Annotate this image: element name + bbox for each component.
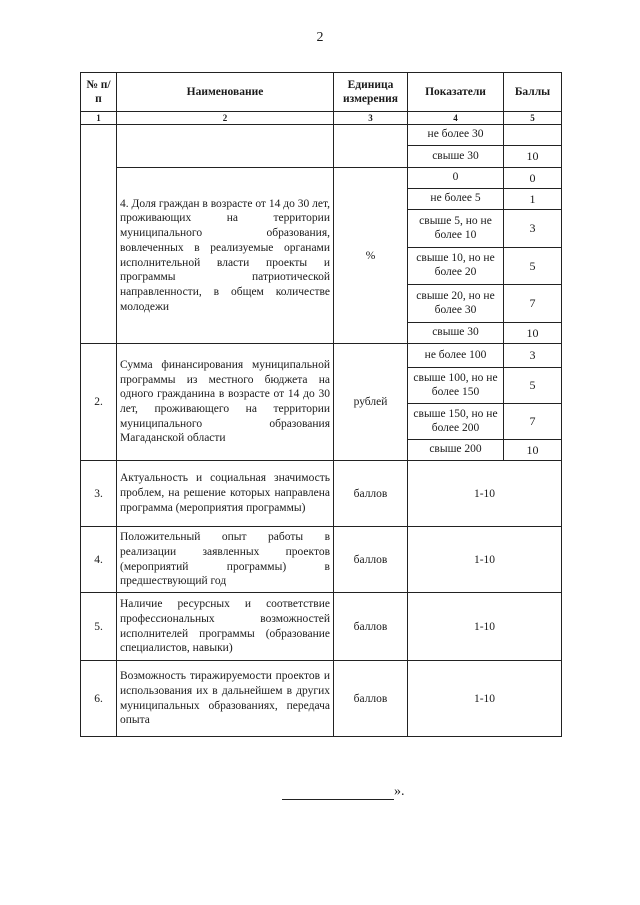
row-unit-cell <box>334 125 408 168</box>
column-number: 5 <box>504 112 562 125</box>
row-5-name: Наличие ресурсных и соответствие профессиональных возможностей исполнителей программы (образование специалистов, навыки) <box>117 593 334 661</box>
table-row <box>81 344 562 368</box>
table-row <box>81 661 562 737</box>
points-cell: 3 <box>504 210 562 248</box>
points-cell <box>504 125 562 146</box>
row-name-cell <box>117 125 334 168</box>
header-points: Баллы <box>504 73 562 112</box>
criteria-table <box>80 72 562 737</box>
table-header-row <box>81 73 562 112</box>
points-cell: 3 <box>504 344 562 368</box>
row-4-range: 1-10 <box>408 527 562 593</box>
row-num-cell <box>81 125 117 344</box>
row-3-name: Актуальность и социальная значимость проблем, на решение которых направлена программа (мероприятия программы) <box>117 461 334 527</box>
indicator-cell: не более 5 <box>408 189 504 210</box>
row-2-name: Сумма финансирования муниципальной программы из местного бюджета на одного гражданина в возрасте от 14 до 30 лет, проживающего на территории муниципального образования Магаданской области <box>117 344 334 461</box>
column-number: 3 <box>334 112 408 125</box>
indicator-cell: 0 <box>408 168 504 189</box>
row-4-unit: баллов <box>334 527 408 593</box>
blank-underline <box>282 785 394 800</box>
row-3-unit: баллов <box>334 461 408 527</box>
header-num: № п/п <box>81 73 117 112</box>
page-number: 2 <box>316 30 324 45</box>
points-cell: 10 <box>504 440 562 461</box>
row-5-range: 1-10 <box>408 593 562 661</box>
points-cell: 1 <box>504 189 562 210</box>
table-row <box>81 593 562 661</box>
row-6-num: 6. <box>81 661 117 737</box>
column-number: 4 <box>408 112 504 125</box>
row-2-unit: рублей <box>334 344 408 461</box>
table-row <box>81 461 562 527</box>
header-unit: Единица измерения <box>334 73 408 112</box>
points-cell: 10 <box>504 146 562 168</box>
row-4-num: 4. <box>81 527 117 593</box>
closing-line <box>282 784 405 800</box>
closing-mark: ». <box>394 784 405 799</box>
points-cell: 7 <box>504 404 562 440</box>
row-5-unit: баллов <box>334 593 408 661</box>
indicator-cell: свыше 5, но не более 10 <box>408 210 504 248</box>
indicator-cell: свыше 30 <box>408 146 504 168</box>
indicator-cell: свыше 150, но не более 200 <box>408 404 504 440</box>
indicator-cell: не более 100 <box>408 344 504 368</box>
points-cell: 0 <box>504 168 562 189</box>
points-cell: 7 <box>504 285 562 323</box>
row-4-name: Положительный опыт работы в реализации заявленных проектов (мероприятий программы) в предшествующий год <box>117 527 334 593</box>
points-cell: 5 <box>504 368 562 404</box>
indicator-cell: свыше 200 <box>408 440 504 461</box>
row-5-num: 5. <box>81 593 117 661</box>
row-3-num: 3. <box>81 461 117 527</box>
row-6-name: Возможность тиражируемости проектов и использования их в дальнейшем в других муниципальных образованиях, передача опыта <box>117 661 334 737</box>
row-3-range: 1-10 <box>408 461 562 527</box>
column-numbers-row <box>81 112 562 125</box>
table-row <box>81 125 562 146</box>
column-number: 2 <box>117 112 334 125</box>
header-name: Наименование <box>117 73 334 112</box>
points-cell: 5 <box>504 248 562 285</box>
table-row <box>81 168 562 189</box>
header-indicators: Показатели <box>408 73 504 112</box>
criterion-4-unit: % <box>334 168 408 344</box>
indicator-cell: свыше 100, но не более 150 <box>408 368 504 404</box>
criterion-4-name: 4. Доля граждан в возрасте от 14 до 30 лет, проживающих на территории муниципального образования, вовлеченных в реализуемые органами исполнительной власти проекты и программы патриотической направленности, в общем количестве молодежи <box>117 168 334 344</box>
indicator-cell: свыше 10, но не более 20 <box>408 248 504 285</box>
indicator-cell: свыше 30 <box>408 323 504 344</box>
table-row <box>81 527 562 593</box>
row-6-unit: баллов <box>334 661 408 737</box>
points-cell: 10 <box>504 323 562 344</box>
indicator-cell: не более 30 <box>408 125 504 146</box>
column-number: 1 <box>81 112 117 125</box>
row-6-range: 1-10 <box>408 661 562 737</box>
row-2-num: 2. <box>81 344 117 461</box>
indicator-cell: свыше 20, но не более 30 <box>408 285 504 323</box>
